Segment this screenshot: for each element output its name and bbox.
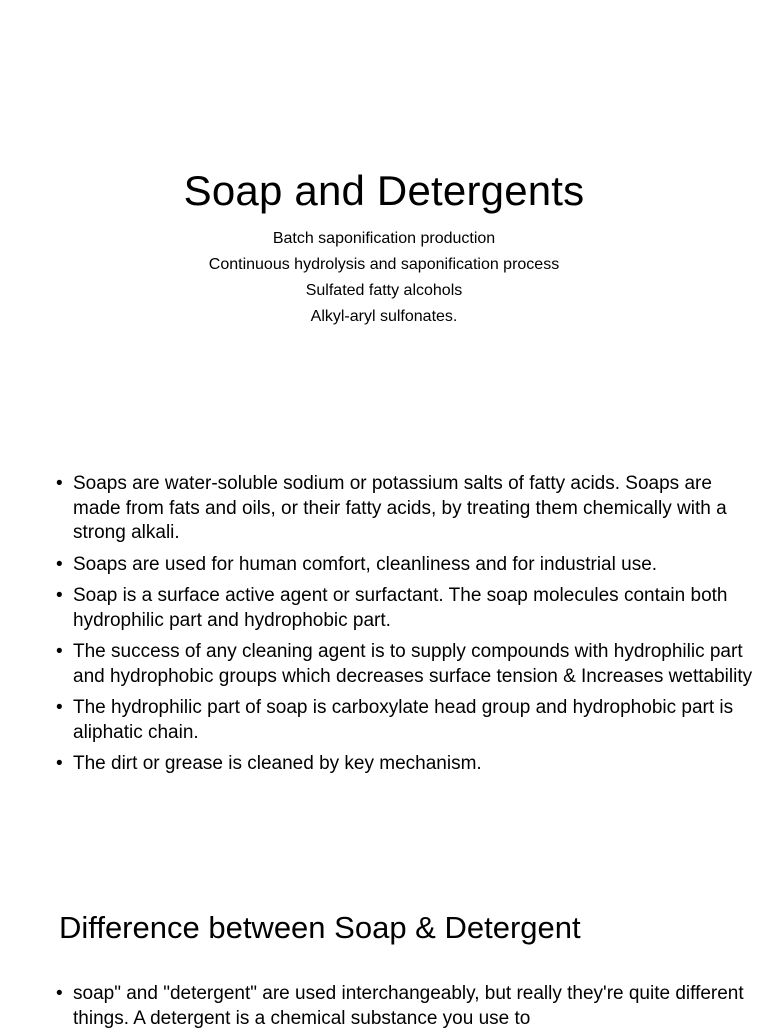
bullet-text: The success of any cleaning agent is to supply compounds with hydrophilic part and hydrophobic groups which decreases surface tension & Increases wettability <box>73 641 753 687</box>
bullet-text: The dirt or grease is cleaned by key mechanism. <box>73 753 482 774</box>
subtitle-item: Alkyl-aryl sulfonates. <box>310 308 458 325</box>
bullet-icon: • <box>56 641 63 662</box>
bullet-text: soap" and "detergent" are used interchangeably, but really they're quite different things. A detergent is a chemical substance you use to <box>73 983 744 1029</box>
bullet-text: Soaps are water-soluble sodium or potassium salts of fatty acids. Soaps are made from fats and oils, or their fatty acids, by treating them chemically with a strong alkali. <box>73 473 727 543</box>
bullet-item <box>56 696 756 745</box>
subtitle-item: Batch saponification production <box>272 230 496 247</box>
bullet-item <box>56 640 756 689</box>
slide-title: Soap and Detergents <box>183 167 585 214</box>
bullet-icon: • <box>56 983 63 1004</box>
bullet-item <box>56 752 756 777</box>
bullet-icon: • <box>56 473 63 494</box>
bullet-icon: • <box>56 585 63 606</box>
bullet-icon: • <box>56 697 63 718</box>
subtitle-item: Continuous hydrolysis and saponification process <box>208 256 560 273</box>
subtitle-item: Sulfated fatty alcohols <box>305 282 463 299</box>
bullet-icon: • <box>56 753 63 774</box>
bullet-text: The hydrophilic part of soap is carboxylate head group and hydrophobic part is aliphatic chain. <box>73 697 734 743</box>
subtitle-list <box>0 226 768 330</box>
soap-bullet-list <box>56 472 756 784</box>
bullet-text: Soaps are used for human comfort, cleanliness and for industrial use. <box>73 553 658 575</box>
bullet-icon: • <box>56 553 63 575</box>
bullet-text: Soap is a surface active agent or surfactant. The soap molecules contain both hydrophilic part and hydrophobic part. <box>73 585 728 631</box>
bullet-item <box>56 472 756 546</box>
bullet-item <box>56 584 756 633</box>
section-heading: Difference between Soap & Detergent <box>59 910 581 945</box>
bullet-item <box>56 553 756 578</box>
